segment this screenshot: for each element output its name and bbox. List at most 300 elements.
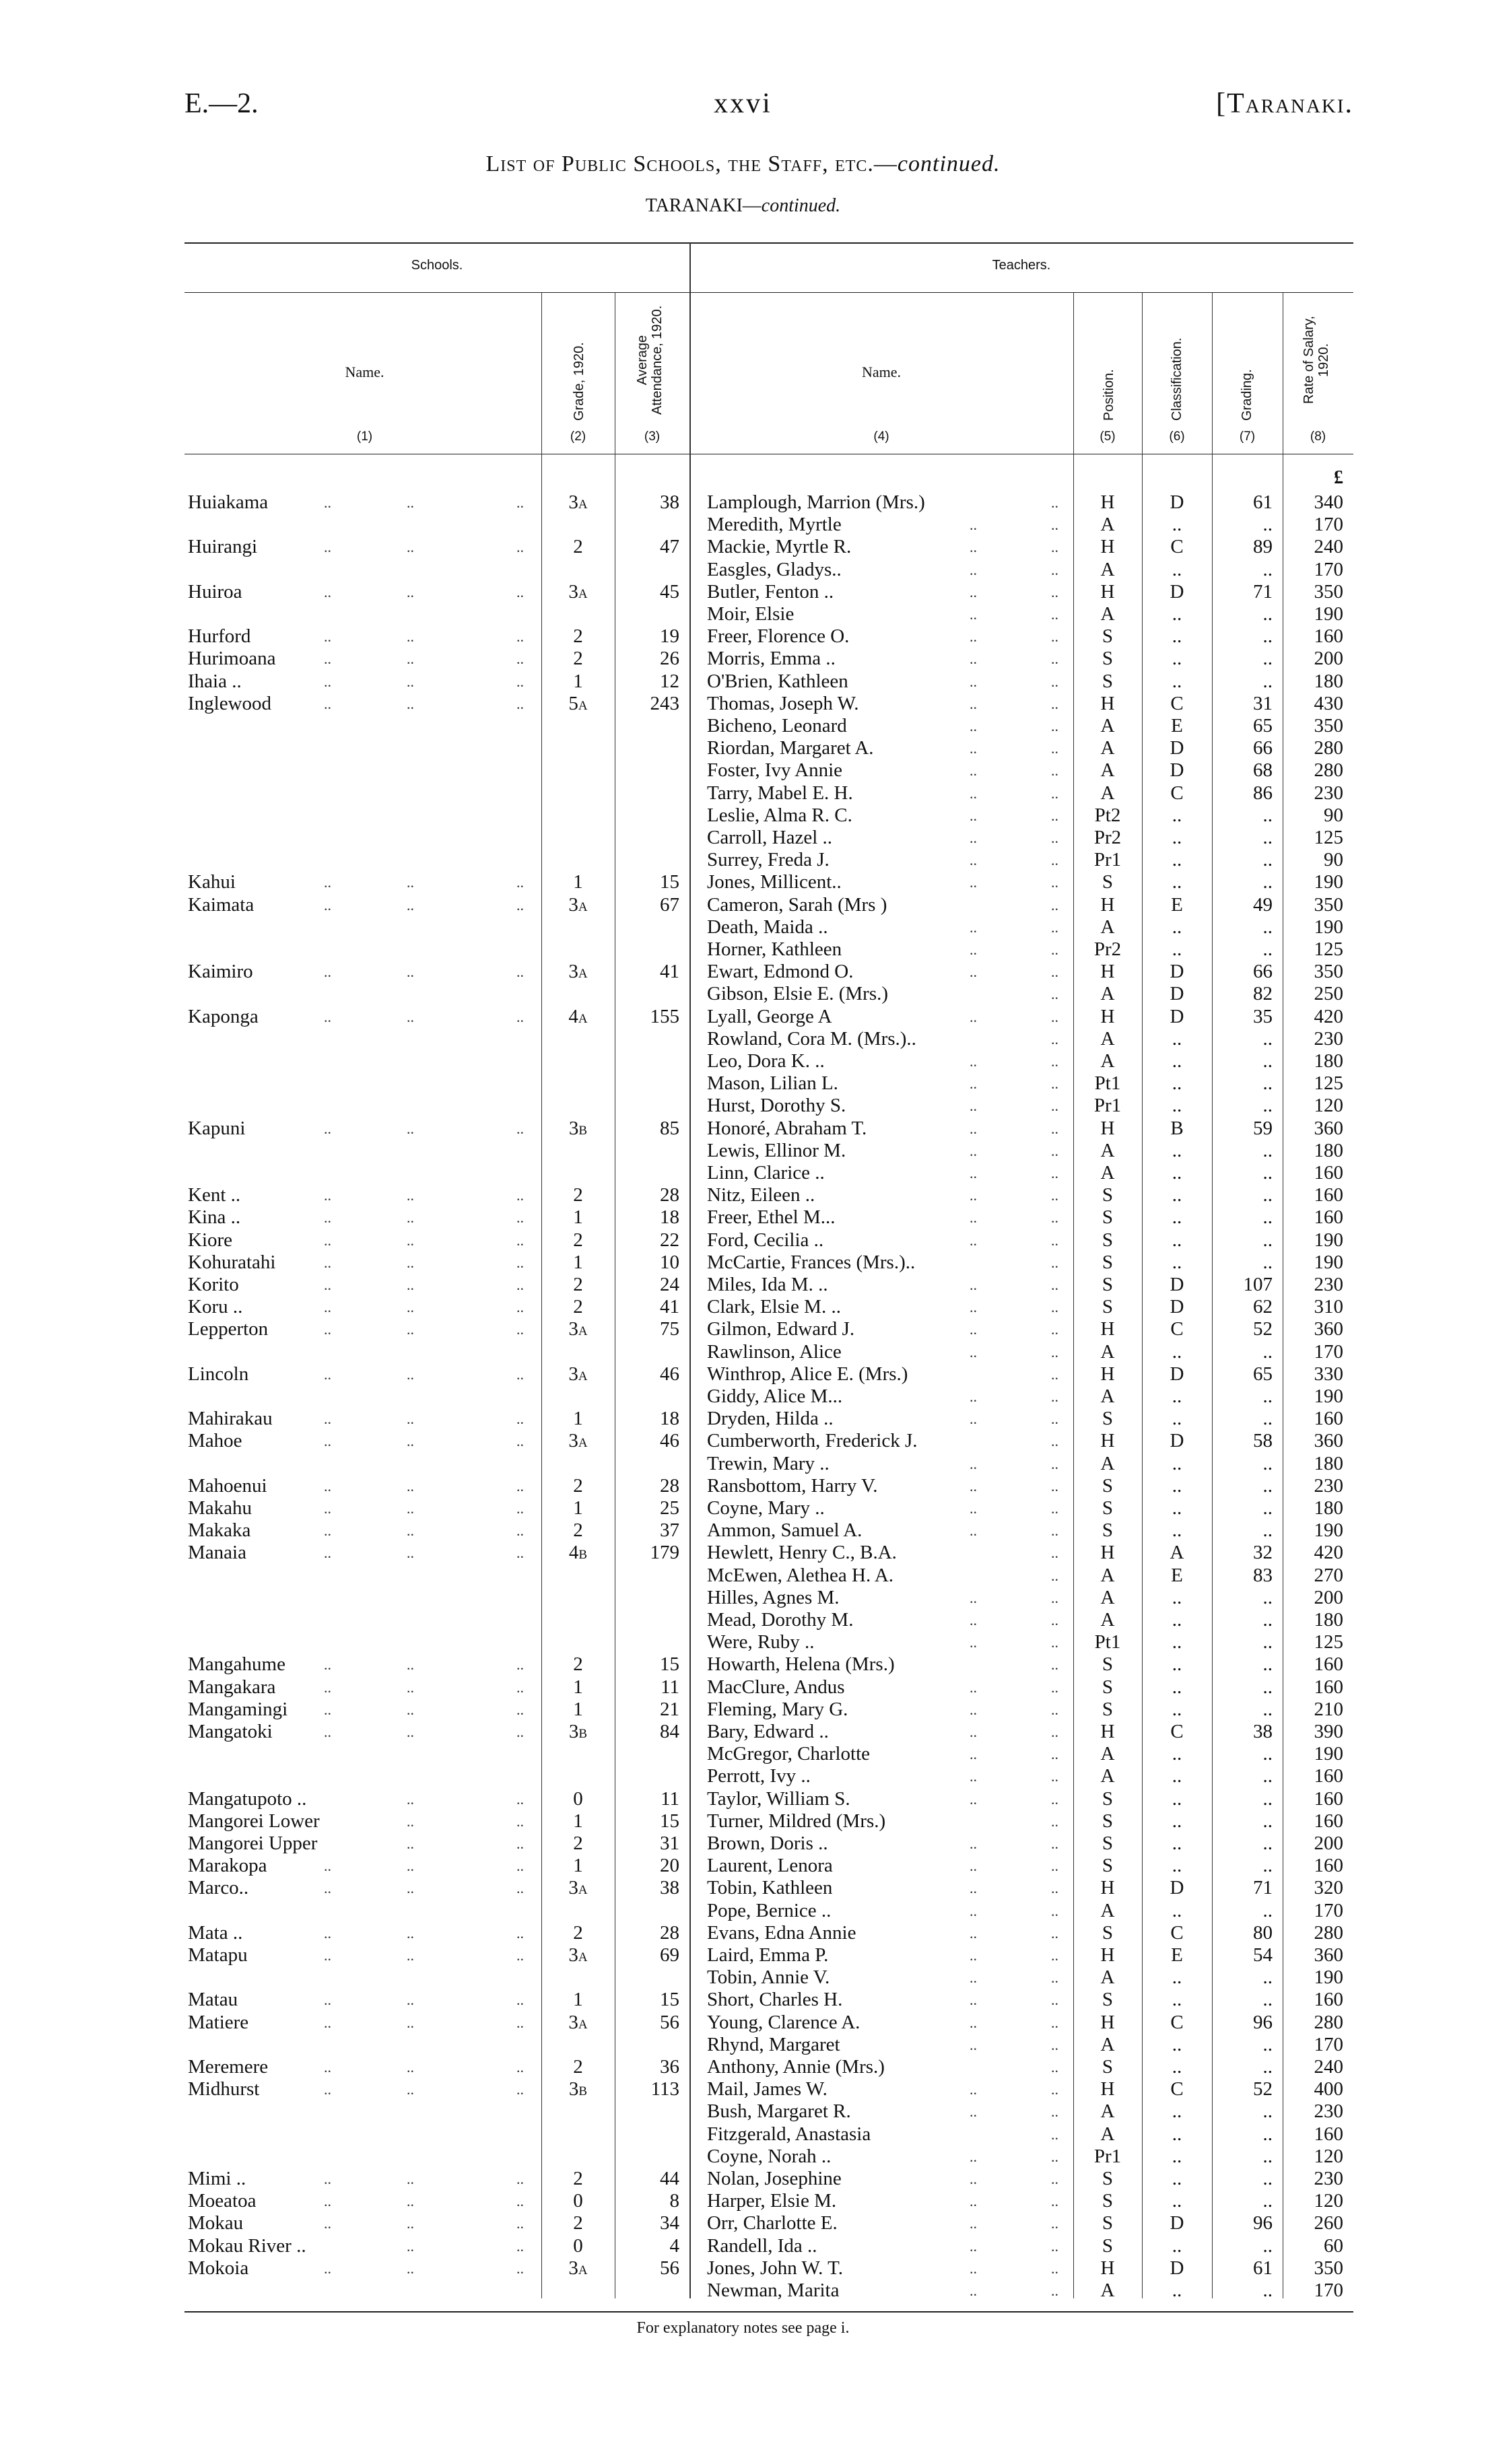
average-attendance: 84 (660, 1721, 679, 1742)
teacher-name: Jones, John W. T. (707, 2257, 843, 2279)
table-row (0, 1252, 1486, 1274)
dot-leader: .. (407, 1947, 414, 1964)
teacher-name: Thomas, Joseph W. (707, 692, 859, 714)
average-attendance: 34 (660, 2212, 679, 2234)
dot-leader: .. (407, 1477, 414, 1495)
dot-leader: .. (970, 1768, 977, 1785)
dot-leader: .. (324, 1321, 331, 1338)
page-code: E.—2. (184, 88, 259, 119)
dot-leader: .. (516, 1835, 524, 1852)
dot-leader: .. (407, 1299, 414, 1316)
salary-rate: 170 (1314, 1899, 1343, 1921)
teacher-position: S (1102, 871, 1114, 893)
dot-leader: .. (516, 1433, 524, 1450)
school-name: Mangatupoto .. (188, 1787, 307, 1810)
teacher-grading: .. (1262, 648, 1273, 670)
dot-leader: .. (970, 2193, 977, 2210)
dot-leader: .. (1051, 1120, 1058, 1137)
teacher-name: Nolan, Josephine (707, 2168, 842, 2189)
teacher-grading: .. (1262, 1095, 1273, 1117)
teacher-classification: E (1171, 1564, 1183, 1586)
teacher-classification: .. (1172, 1765, 1182, 1787)
table-row (0, 1877, 1486, 1899)
salary-rate: 90 (1324, 804, 1343, 826)
teacher-grading: 89 (1253, 536, 1273, 558)
teacher-position: A (1100, 2280, 1115, 2301)
teacher-name: Honoré, Abraham T. (707, 1117, 867, 1139)
table-row (0, 871, 1486, 893)
teacher-name: Coyne, Norah .. (707, 2145, 832, 2167)
teacher-position: Pr1 (1093, 2145, 1122, 2167)
salary-rate: 120 (1314, 2145, 1343, 2167)
teacher-grading: .. (1262, 1027, 1273, 1050)
table-row (0, 1944, 1486, 1966)
teacher-position: A (1100, 737, 1115, 759)
table-row (0, 827, 1486, 849)
dot-leader: .. (1051, 1388, 1058, 1405)
teacher-grading: .. (1262, 1050, 1273, 1072)
average-attendance: 41 (660, 1296, 679, 1318)
dot-leader: .. (1051, 2193, 1058, 2210)
teacher-position: H (1100, 893, 1115, 916)
group-rule (184, 292, 1353, 293)
teacher-grading: 66 (1253, 737, 1273, 759)
column-number: (6) (1169, 430, 1185, 444)
teacher-classification: C (1170, 782, 1184, 804)
dot-leader: .. (324, 695, 331, 712)
school-grade: 2 (573, 2212, 583, 2234)
dot-leader: .. (407, 628, 414, 646)
teacher-grading: .. (1262, 625, 1273, 648)
table-row (0, 536, 1486, 558)
dot-leader: .. (516, 1790, 524, 1808)
school-grade: 1 (573, 871, 583, 893)
table-row (0, 1318, 1486, 1340)
salary-rate: 210 (1314, 1698, 1343, 1720)
dot-leader: .. (516, 1522, 524, 1540)
teacher-grading: .. (1262, 2234, 1273, 2257)
salary-rate: 360 (1314, 1117, 1343, 1139)
dot-leader: .. (1051, 852, 1058, 869)
teacher-classification: .. (1172, 2145, 1182, 2167)
teacher-classification: E (1171, 1944, 1183, 1966)
dot-leader: .. (407, 2193, 414, 2210)
teacher-name: Lamplough, Marrion (Mrs.) (707, 491, 925, 513)
dot-leader: .. (970, 650, 977, 668)
school-name: Mahoe (188, 1430, 242, 1452)
group-header-teachers: Teachers. (992, 258, 1051, 273)
teacher-position: H (1100, 2257, 1115, 2279)
teacher-position: A (1100, 715, 1115, 737)
average-attendance: 10 (660, 1251, 679, 1273)
teacher-name: Trewin, Mary .. (707, 1452, 830, 1474)
teacher-grading: .. (1262, 1452, 1273, 1474)
school-name: Mimi .. (188, 2168, 246, 2189)
salary-rate: 400 (1314, 2078, 1343, 2100)
teacher-classification: .. (1172, 1676, 1182, 1698)
teacher-name: Taylor, William S. (707, 1787, 850, 1810)
teacher-name: Leo, Dora K. .. (707, 1050, 825, 1072)
school-grade: 3B (568, 2078, 588, 2100)
school-name: Mangorei Upper (188, 1833, 318, 1854)
dot-leader: .. (324, 1187, 331, 1204)
teacher-grading: .. (1262, 1474, 1273, 1497)
teacher-classification: .. (1172, 1095, 1182, 1117)
teacher-grading: .. (1262, 1989, 1273, 2011)
dot-leader: .. (516, 1410, 524, 1428)
school-name: Mangamingi (188, 1698, 288, 1720)
teacher-classification: .. (1172, 2190, 1182, 2212)
teacher-grading: .. (1262, 938, 1273, 960)
dot-leader: .. (970, 963, 977, 981)
table-row (0, 916, 1486, 938)
dot-leader: .. (407, 1790, 414, 1808)
teacher-name: Were, Ruby .. (707, 1631, 815, 1653)
teacher-classification: .. (1172, 1833, 1182, 1854)
salary-rate: 190 (1314, 871, 1343, 893)
school-name: Mangahume (188, 1653, 285, 1676)
teacher-position: H (1100, 1877, 1115, 1899)
school-name: Kapuni (188, 1117, 246, 1139)
dot-leader: .. (970, 1991, 977, 2009)
dot-leader: .. (1051, 516, 1058, 534)
salary-rate: 350 (1314, 893, 1343, 916)
teacher-name: Fitzgerald, Anastasia (707, 2123, 871, 2145)
dot-leader: .. (516, 628, 524, 646)
table-row (0, 603, 1486, 625)
dot-leader: .. (407, 1500, 414, 1517)
teacher-name: Cumberworth, Frederick J. (707, 1430, 918, 1452)
teacher-position: H (1100, 2078, 1115, 2100)
dot-leader: .. (1051, 2237, 1058, 2255)
teacher-grading: .. (1262, 1251, 1273, 1273)
teacher-grading: .. (1262, 1385, 1273, 1407)
teacher-classification: D (1170, 2257, 1184, 2279)
dot-leader: .. (516, 1187, 524, 1204)
dot-leader: .. (1051, 1768, 1058, 1785)
teacher-grading: 58 (1253, 1430, 1273, 1452)
salary-rate: 200 (1314, 1833, 1343, 1854)
table-row (0, 983, 1486, 1005)
teacher-position: A (1100, 1609, 1115, 1631)
table-row (0, 1721, 1486, 1743)
dot-leader: .. (970, 673, 977, 690)
school-name: Kiore (188, 1229, 233, 1251)
teacher-position: S (1102, 1274, 1114, 1295)
table-row (0, 1565, 1486, 1587)
dot-leader: .. (970, 1723, 977, 1740)
dot-leader: .. (407, 1231, 414, 1249)
table-row (0, 1118, 1486, 1140)
salary-rate: 170 (1314, 2280, 1343, 2301)
average-attendance: 155 (650, 1005, 679, 1027)
dot-leader: .. (1051, 1969, 1058, 1987)
dot-leader: .. (970, 1299, 977, 1316)
teacher-grading: .. (1262, 2190, 1273, 2212)
dot-leader: .. (1051, 1723, 1058, 1740)
dot-leader: .. (407, 1410, 414, 1428)
school-grade: 1 (573, 1810, 583, 1832)
school-grade: 1 (573, 1989, 583, 2011)
school-name: Meremere (188, 2056, 269, 2078)
teacher-grading: 54 (1253, 1944, 1273, 1966)
salary-rate: 240 (1314, 2056, 1343, 2078)
dot-leader: .. (1051, 1544, 1058, 1562)
teacher-name: Freer, Florence O. (707, 625, 850, 648)
dot-leader: .. (516, 1209, 524, 1227)
teacher-name: Newman, Marita (707, 2280, 840, 2301)
teacher-position: A (1100, 2100, 1115, 2123)
dot-leader: .. (516, 539, 524, 556)
dot-leader: .. (1051, 1522, 1058, 1540)
school-grade: 2 (573, 2056, 583, 2078)
teacher-classification: E (1171, 715, 1183, 737)
teacher-name: Ewart, Edmond O. (707, 961, 854, 983)
teacher-grading: .. (1262, 827, 1273, 848)
teacher-name: Cameron, Sarah (Mrs ) (707, 893, 887, 916)
dot-leader: .. (1051, 1701, 1058, 1718)
dot-leader: .. (970, 606, 977, 623)
dot-leader: .. (407, 1812, 414, 1830)
table-row (0, 1900, 1486, 1922)
dot-leader: .. (970, 1165, 977, 1182)
teacher-name: Dryden, Hilda .. (707, 1408, 834, 1430)
teacher-name: Freer, Ethel M... (707, 1206, 836, 1229)
table-row (0, 1922, 1486, 1944)
teacher-position: A (1100, 1765, 1115, 1787)
dot-leader: .. (324, 1857, 331, 1875)
salary-rate: 280 (1314, 1921, 1343, 1944)
teacher-classification: .. (1172, 625, 1182, 648)
teacher-position: S (1102, 2212, 1114, 2234)
teacher-name: Lewis, Ellinor M. (707, 1139, 846, 1161)
dot-leader: .. (970, 718, 977, 734)
teacher-position: A (1100, 2033, 1115, 2055)
average-attendance: 36 (660, 2056, 679, 2078)
dot-leader: .. (324, 874, 331, 891)
dot-leader: .. (324, 1723, 331, 1740)
teacher-classification: .. (1172, 2280, 1182, 2301)
table-row (0, 894, 1486, 916)
dot-leader: .. (1051, 2014, 1058, 2031)
school-grade: 3A (568, 1944, 588, 1966)
dot-leader: .. (970, 2282, 977, 2299)
average-attendance: 46 (660, 1430, 679, 1452)
school-name: Huiakama (188, 491, 269, 513)
school-name: Kent .. (188, 1184, 241, 1206)
school-grade: 2 (573, 1833, 583, 1854)
table-row (0, 1430, 1486, 1452)
teacher-name: Gilmon, Edward J. (707, 1318, 855, 1340)
teacher-grading: 82 (1253, 983, 1273, 1005)
school-grade: 1 (573, 1206, 583, 1229)
school-name: Mokau River .. (188, 2234, 306, 2257)
dot-leader: .. (970, 1388, 977, 1405)
teacher-position: A (1100, 1899, 1115, 1921)
dot-leader: .. (324, 628, 331, 646)
average-attendance: 31 (660, 1833, 679, 1854)
school-grade: 3B (568, 1117, 588, 1139)
column-number: (1) (356, 430, 373, 444)
table-row (0, 671, 1486, 693)
dot-leader: .. (970, 539, 977, 556)
salary-rate: 260 (1314, 2212, 1343, 2234)
school-grade: 2 (573, 625, 583, 648)
teacher-grading: .. (1262, 2280, 1273, 2301)
school-grade: 2 (573, 1519, 583, 1542)
dot-leader: .. (970, 516, 977, 534)
page-title (0, 151, 1486, 177)
dot-leader: .. (1051, 1612, 1058, 1629)
teacher-grading: .. (1262, 1787, 1273, 1810)
dot-leader: .. (970, 1209, 977, 1227)
teacher-position: S (1102, 625, 1114, 648)
dot-leader: .. (407, 1008, 414, 1025)
region-label: [Taranaki. (1216, 88, 1353, 119)
teacher-name: Ford, Cecilia .. (707, 1229, 824, 1251)
salary-rate: 160 (1314, 1206, 1343, 1229)
salary-rate: 190 (1314, 1966, 1343, 1989)
teacher-position: A (1100, 1564, 1115, 1586)
average-attendance: 85 (660, 1117, 679, 1139)
table-row (0, 938, 1486, 961)
column-number: (3) (644, 430, 661, 444)
dot-leader: .. (970, 1790, 977, 1808)
column-number: (8) (1310, 430, 1326, 444)
dot-leader: .. (970, 2170, 977, 2187)
average-attendance: 8 (669, 2190, 679, 2212)
dot-leader: .. (516, 1120, 524, 1137)
average-attendance: 47 (660, 536, 679, 558)
dot-leader: .. (516, 583, 524, 601)
dot-leader: .. (970, 1075, 977, 1093)
teacher-name: Miles, Ida M. .. (707, 1274, 828, 1295)
school-name: Kina .. (188, 1206, 241, 1229)
school-grade: 2 (573, 648, 583, 670)
school-name: Mangakara (188, 1676, 276, 1698)
teacher-classification: .. (1172, 1139, 1182, 1161)
dot-leader: .. (516, 896, 524, 914)
table-row (0, 1072, 1486, 1095)
dot-leader: .. (324, 1701, 331, 1718)
teacher-grading: .. (1262, 1408, 1273, 1430)
average-attendance: 18 (660, 1206, 679, 1229)
teacher-classification: .. (1172, 2100, 1182, 2123)
teacher-position: H (1100, 1005, 1115, 1027)
table-row (0, 1341, 1486, 1363)
page-number: xxvi (714, 88, 772, 119)
dot-leader: .. (324, 2215, 331, 2232)
dot-leader: .. (1051, 583, 1058, 601)
header-salary: Rate of Salary, 1920. (1302, 316, 1331, 405)
teacher-position: H (1100, 1542, 1115, 1564)
dot-leader: .. (1051, 1030, 1058, 1048)
salary-rate: 90 (1324, 849, 1343, 871)
teacher-name: Bary, Edward .. (707, 1721, 829, 1742)
table-top-rule (184, 242, 1353, 244)
table-row (0, 2078, 1486, 2100)
teacher-name: Riordan, Margaret A. (707, 737, 874, 759)
average-attendance: 11 (661, 1787, 679, 1810)
teacher-name: McEwen, Alethea H. A. (707, 1564, 894, 1586)
teacher-name: Hewlett, Henry C., B.A. (707, 1542, 897, 1564)
teacher-classification: .. (1172, 2234, 1182, 2257)
salary-rate: 170 (1314, 514, 1343, 536)
salary-rate: 350 (1314, 580, 1343, 603)
teacher-name: Howarth, Helena (Mrs.) (707, 1653, 895, 1676)
school-grade: 2 (573, 1296, 583, 1318)
teacher-name: Butler, Fenton .. (707, 580, 834, 603)
teacher-position: A (1100, 1586, 1115, 1608)
dot-leader: .. (324, 1365, 331, 1383)
teacher-position: H (1100, 580, 1115, 603)
teacher-position: S (1102, 1206, 1114, 1229)
dot-leader: .. (516, 1365, 524, 1383)
table-row (0, 1050, 1486, 1072)
column-number: (5) (1100, 430, 1116, 444)
school-grade: 1 (573, 1251, 583, 1273)
school-name: Marakopa (188, 1855, 267, 1877)
dot-leader: .. (1051, 695, 1058, 712)
salary-rate: 160 (1314, 1676, 1343, 1698)
teacher-position: S (1102, 2234, 1114, 2257)
teacher-grading: .. (1262, 1162, 1273, 1184)
salary-rate: 160 (1314, 1653, 1343, 1676)
teacher-grading: .. (1262, 1497, 1273, 1519)
teacher-grading: .. (1262, 514, 1273, 536)
table-row (0, 1028, 1486, 1050)
school-name: Huirangi (188, 536, 258, 558)
salary-rate: 125 (1314, 938, 1343, 960)
teacher-classification: .. (1172, 1206, 1182, 1229)
dot-leader: .. (324, 2193, 331, 2210)
average-attendance: 22 (660, 1229, 679, 1251)
teacher-name: Coyne, Mary .. (707, 1497, 825, 1519)
dot-leader: .. (324, 1544, 331, 1562)
dot-leader: .. (1051, 1209, 1058, 1227)
table-row (0, 1095, 1486, 1117)
table-row (0, 1653, 1486, 1676)
dot-leader: .. (407, 1209, 414, 1227)
table-row (0, 1206, 1486, 1229)
dot-leader: .. (407, 874, 414, 891)
title-main: List of Public Schools, the Staff, etc.— (485, 151, 898, 176)
teacher-name: Perrott, Ivy .. (707, 1765, 811, 1787)
teacher-grading: .. (1262, 1586, 1273, 1608)
teacher-position: S (1102, 1519, 1114, 1542)
dot-leader: .. (324, 650, 331, 668)
teacher-position: A (1100, 1162, 1115, 1184)
teacher-position: S (1102, 1989, 1114, 2011)
school-name: Moeatoa (188, 2190, 257, 2212)
dot-leader: .. (407, 1857, 414, 1875)
table-row (0, 1609, 1486, 1631)
average-attendance: 44 (660, 2168, 679, 2189)
dot-leader: .. (407, 963, 414, 981)
teacher-name: O'Brien, Kathleen (707, 670, 848, 692)
teacher-name: McCartie, Frances (Mrs.).. (707, 1251, 916, 1273)
average-attendance: 38 (660, 1877, 679, 1899)
salary-rate: 125 (1314, 1631, 1343, 1653)
dot-leader: .. (1051, 1187, 1058, 1204)
teacher-classification: .. (1172, 938, 1182, 960)
salary-rate: 420 (1314, 1005, 1343, 1027)
school-name: Kahui (188, 871, 236, 893)
teacher-classification: .. (1172, 1474, 1182, 1497)
teacher-grading: .. (1262, 1698, 1273, 1720)
salary-rate: 180 (1314, 1609, 1343, 1631)
teacher-position: Pt1 (1094, 1631, 1121, 1653)
